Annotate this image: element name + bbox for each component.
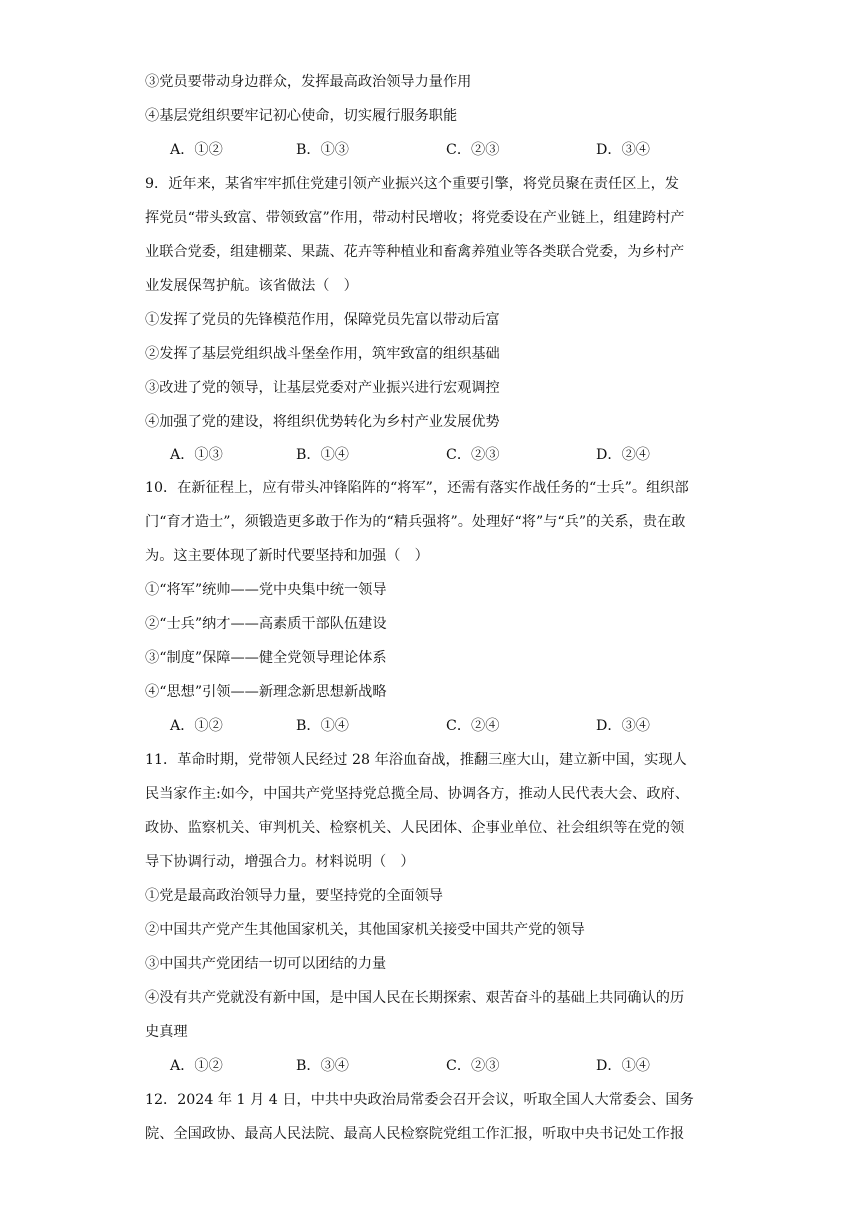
q12-stem-line-1: 12．2024 年 1 月 4 日，中共中央政治局常委会召开会议，听取全国人大常委会、国务 [145,1092,694,1108]
q9-option-a[interactable]: A．①③ [170,447,223,463]
q11-options [170,1056,730,1076]
q10-stem-line-1: 10．在新征程上，应有带头冲锋陷阵的“将军”，还需有落实作战任务的“士兵”。组织部 [145,480,689,496]
q9-stem-line-4: 业发展保驾护航。该省做法（ ） [145,278,358,294]
q11-item-4: ④没有共产党就没有新中国，是中国人民在长期探索、艰苦奋斗的基础上共同确认的历 [145,990,685,1006]
q8-option-c[interactable]: C．②③ [446,142,500,158]
q8-option-a[interactable]: A．①② [170,142,223,158]
q9-option-b[interactable]: B．①④ [296,447,349,463]
q10-option-a[interactable]: A．①② [170,718,223,734]
q10-item-4: ④“思想”引领——新理念新思想新战略 [145,684,387,700]
q9-option-c[interactable]: C．②③ [446,447,500,463]
q11-option-a[interactable]: A．①② [170,1058,223,1074]
q11-item-3: ③中国共产党团结一切可以团结的力量 [145,956,387,972]
q10-item-1: ①“将军”统帅——党中央集中统一领导 [145,582,387,598]
q9-option-d[interactable]: D．②④ [596,447,650,463]
q9-item-4: ④加强了党的建设，将组织优势转化为乡村产业发展优势 [145,414,500,430]
q11-option-d[interactable]: D．①④ [596,1058,650,1074]
q12-stem-line-2: 院、全国政协、最高人民法院、最高人民检察院党组工作汇报，听取中央书记处工作报 [145,1126,685,1142]
q10-option-b[interactable]: B．①④ [296,718,349,734]
q9-stem-line-3: 业联合党委，组建棚菜、果蔬、花卉等种植业和畜禽养殖业等各类联合党委，为乡村产 [145,244,685,260]
q11-item-1: ①党是最高政治领导力量，要坚持党的全面领导 [145,888,443,904]
q10-options [170,716,730,736]
q9-item-3: ③改进了党的领导，让基层党委对产业振兴进行宏观调控 [145,380,500,396]
q11-item-2: ②中国共产党产生其他国家机关，其他国家机关接受中国共产党的领导 [145,922,585,938]
q9-stem-line-2: 挥党员“带头致富、带领致富”作用，带动村民增收；将党委设在产业链上，组建跨村产 [145,210,685,226]
q11-stem-line-2: 民当家作主:如今，中国共产党坚持党总揽全局、协调各方，推动人民代表大会、政府、 [145,786,689,802]
q8-item-4: ④基层党组织要牢记初心使命，切实履行服务职能 [145,108,458,124]
q11-item-4-continued: 史真理 [145,1024,188,1040]
q8-option-d[interactable]: D．③④ [596,142,650,158]
q11-stem-line-4: 导下协调行动，增强合力。材料说明（ ） [145,854,415,870]
q9-item-2: ②发挥了基层党组织战斗堡垒作用，筑牢致富的组织基础 [145,346,500,362]
q9-item-1: ①发挥了党员的先锋模范作用，保障党员先富以带动后富 [145,312,500,328]
q10-item-3: ③“制度”保障——健全党领导理论体系 [145,650,387,666]
q8-option-b[interactable]: B．①③ [296,142,349,158]
q10-item-2: ②“士兵”纳才——高素质干部队伍建设 [145,616,387,632]
q8-options [170,140,730,160]
q11-stem-line-3: 政协、监察机关、审判机关、检察机关、人民团体、企事业单位、社会组织等在党的领 [145,820,685,836]
q10-stem-line-2: 门“育才造士”，须锻造更多敢于作为的“精兵强将”。处理好“将”与“兵”的关系，贵在敢 [145,514,686,530]
q11-option-b[interactable]: B．③④ [296,1058,349,1074]
q11-option-c[interactable]: C．②③ [446,1058,500,1074]
q10-option-d[interactable]: D．③④ [596,718,650,734]
q10-stem-line-3: 为。这主要体现了新时代要坚持和加强（ ） [145,548,429,564]
q9-options [170,445,730,465]
q10-option-c[interactable]: C．②④ [446,718,500,734]
q8-item-3: ③党员要带动身边群众，发挥最高政治领导力量作用 [145,74,472,90]
q11-stem-line-1: 11．革命时期，党带领人民经过 28 年浴血奋战，推翻三座大山，建立新中国，实现人 [145,752,687,768]
q9-stem-line-1: 9．近年来，某省牢牢抓住党建引领产业振兴这个重要引擎，将党员聚在责任区上，发 [145,176,679,192]
